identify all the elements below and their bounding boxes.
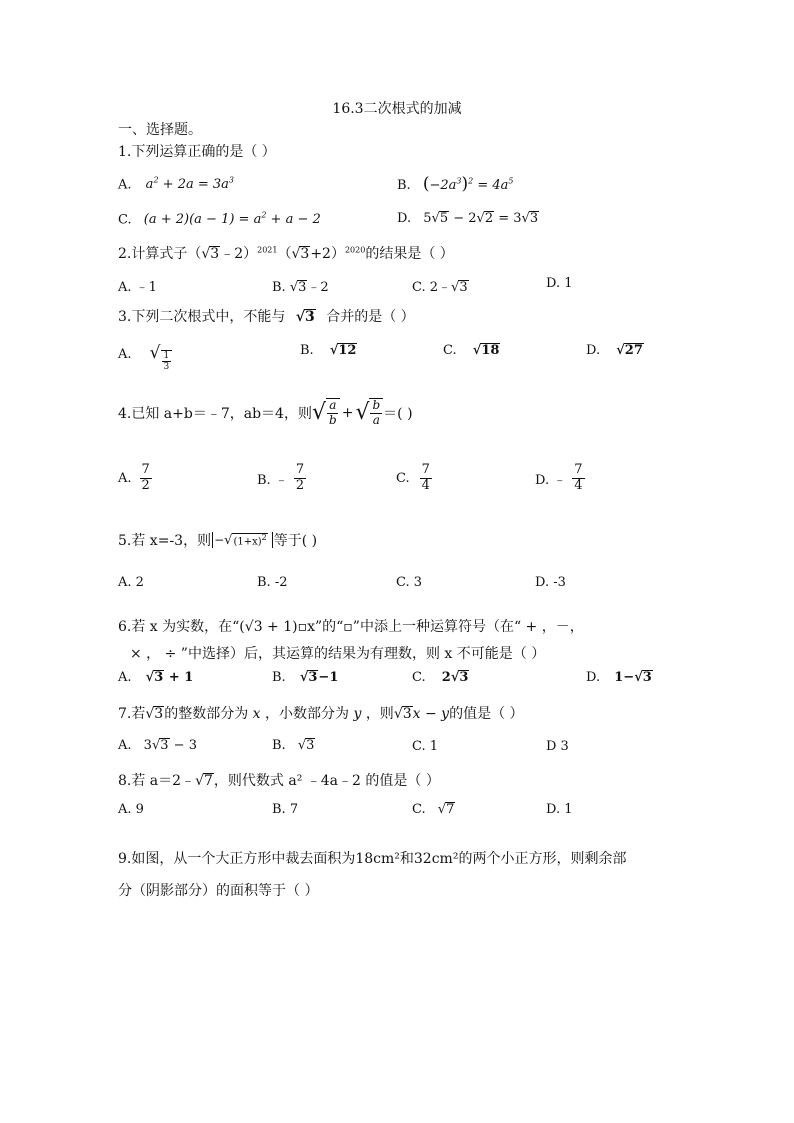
q4-c-numerator: 7 (421, 462, 430, 477)
q4-option-a-label: A. (118, 470, 132, 486)
q7-stem-part: 的整数部分为 (164, 706, 249, 722)
q2-exponent-1: 2021 (257, 245, 278, 255)
question-8-stem: 8.若 a＝2﹣√7，则代数式 a² ﹣4a﹣2 的值是（ ） (118, 773, 440, 789)
q7-option-d: D 3 (546, 739, 569, 754)
q6-option-a: A. √3 + 1 (118, 670, 194, 685)
q3-option-d: D. √27 (586, 343, 643, 358)
q3-option-b-label: B. (300, 343, 314, 358)
q1-option-c-label: C. (118, 212, 132, 228)
question-3-stem: 3.下列二次根式中，不能与 √3 合并的是（ ） (118, 309, 415, 325)
q3-option-c-radicand: 18 (481, 343, 500, 358)
q2-option-c: C. 2﹣√3 (412, 280, 468, 295)
question-9-line-1: 9.如图，从一个大正方形中裁去面积为18cm²和32cm²的两个小正方形，则剩余部 (118, 851, 627, 867)
q2-stem-part: （ (277, 246, 292, 262)
q4-option-b (257, 463, 306, 494)
q7-option-c: C. 1 (412, 739, 439, 754)
q8-option-d: D. 1 (546, 802, 573, 817)
q8-option-c: C. √7 (412, 802, 455, 817)
q6-option-a-label: A. (118, 670, 132, 685)
q4-option-c-label: C. (396, 470, 410, 486)
q4-option-d-label: D. ﹣ (535, 472, 567, 488)
section-heading: 一、选择题。 (118, 122, 202, 138)
q4-b-numerator: 7 (295, 462, 305, 477)
q1-option-a (118, 176, 234, 192)
q1-option-b-label: B. (397, 178, 411, 193)
q7-option-b-label: B. (272, 738, 286, 753)
q7-option-b: B. √3 (272, 738, 315, 753)
q3-option-b-radicand: 12 (338, 343, 357, 358)
q4-stem-part: ＝( ) (383, 405, 413, 422)
question-2-stem: 2.计算式子$(√3﹣2)^{2021}(√3+2)^{2020}$的结果是（ ） (118, 245, 454, 262)
q8-option-a: A. 9 (118, 802, 144, 817)
q6-option-d-label: D. (586, 670, 601, 685)
question-5-stem: 5.若 x=-3，则 − √ $(1+x)^2$ 等于( ) (118, 530, 317, 550)
q7-stem-part: 的值是（ ） (449, 706, 524, 722)
q2-stem-part: ﹣2） (220, 246, 258, 262)
q7-stem-part: 7.若 (118, 706, 146, 722)
q4-option-b-label: B. ﹣ (257, 472, 288, 488)
q4-d-numerator: 7 (574, 462, 583, 477)
q1-option-d-label: D. (397, 211, 412, 226)
q2-exponent-2: 2020 (344, 245, 366, 255)
question-9-line-2: 分（阴影部分）的面积等于（ ） (118, 883, 319, 899)
q2-stem-part: 2.计算式子（ (118, 246, 202, 262)
q2-option-b-label: B. (272, 280, 286, 295)
q1-option-c-math: $(a + 2)(a - 1) = a^2 + a - 2$ (143, 211, 321, 228)
question-7-stem: 7.若√3的整数部分为 x ，小数部分为 y ，则√3x − y的值是（ ） (118, 706, 524, 722)
q3-option-b: B. √12 (300, 343, 357, 358)
q7-option-a: A. 3√3 − 3 (118, 738, 197, 753)
q2-option-d: D. 1 (546, 276, 573, 291)
q1-option-b-math: $(-2a^3)^2 = 4a^5$ (422, 174, 514, 194)
q3-stem-part: 3.下列二次根式中，不能与 (118, 309, 286, 325)
document-title: 16.3二次根式的加减 (332, 101, 462, 117)
q4-b-denominator: 2 (295, 477, 305, 493)
q2-option-c-label: C. 2﹣ (412, 280, 452, 295)
q2-stem-part: +2） (310, 246, 345, 262)
q6-option-b: B. √3−1 (272, 670, 339, 685)
q3-option-d-label: D. (586, 343, 601, 358)
q6-option-c-label: C. (412, 670, 426, 685)
q5-option-a: A. 2 (118, 575, 144, 590)
q7-stem-part: ，则 (365, 706, 394, 722)
q4-d-denominator: 4 (574, 477, 583, 493)
q3-option-d-radicand: 27 (624, 343, 643, 358)
q1-option-a-math: $a^2 + 2a = 3a^3$ (145, 176, 234, 193)
q3-option-a: A. √ $\frac{1}{3}$ (118, 343, 172, 373)
q4-option-a (118, 463, 152, 494)
q5-stem-part: 5.若 x=-3，则 (118, 533, 212, 549)
q5-stem-part: 等于( ) (273, 533, 318, 549)
q8-option-c-label: C. (412, 802, 426, 817)
q7-option-a-label: A. (118, 738, 132, 753)
question-6-line-2: × ， ÷ ”中选择）后，其运算的结果为有理数，则 x 不可能是（ ） (130, 646, 546, 662)
q5-option-b: B. -2 (257, 575, 288, 590)
q1-option-b (397, 174, 514, 194)
question-1-stem: 1.下列运算正确的是（ ） (118, 144, 276, 160)
q4-option-d (535, 463, 585, 494)
question-6-line-1: 6.若 x 为实数，在“(√3 + 1)▫x”的“▫”中添上一种运算符号（在“ + ，－， (118, 619, 584, 635)
q8-stem-part: 8.若 a＝2﹣ (118, 773, 196, 789)
question-4-stem: 4.已知 a+b＝﹣7，ab＝4，则 √ $\frac{a}{b}$ + √ $\frac{b}{a}$ ＝( ) (118, 398, 413, 427)
q3-stem-part: 合并的是（ ） (326, 309, 415, 325)
q2-option-b: B. √3﹣2 (272, 280, 329, 295)
q2-option-b-tail: ﹣2 (307, 280, 329, 295)
q1-option-d (397, 211, 539, 226)
q5-option-c: C. 3 (396, 575, 423, 590)
q6-option-c: C. 2√3 (412, 670, 469, 685)
q6-option-b-label: B. (272, 670, 286, 685)
q6-option-d: D. 1−√3 (586, 670, 652, 685)
q3-option-c-label: C. (443, 343, 457, 358)
q8-option-b: B. 7 (272, 802, 299, 817)
q1-option-d-math: 5√5 − 2√2 = 3√3 (423, 211, 539, 226)
q4-a-denominator: 2 (141, 477, 150, 493)
q4-stem-part: 4.已知 a+b＝﹣7，ab＝4，则 (118, 405, 312, 422)
q5-option-d: D. -3 (535, 575, 566, 590)
q8-stem-part: ，则代数式 a² ﹣4a﹣2 的值是（ ） (213, 773, 440, 789)
q4-option-c (396, 463, 432, 494)
q7-stem-part: ，小数部分为 (265, 706, 349, 722)
q2-option-a: A. ﹣1 (118, 280, 157, 295)
q3-option-c: C. √18 (443, 343, 500, 358)
q4-c-denominator: 4 (421, 477, 430, 493)
q1-option-c (118, 211, 321, 227)
q1-option-a-label: A. (118, 177, 132, 193)
q3-option-a-label: A. (118, 347, 132, 362)
q4-a-numerator: 7 (141, 462, 150, 477)
q2-stem-part: 的结果是（ ） (365, 246, 454, 262)
